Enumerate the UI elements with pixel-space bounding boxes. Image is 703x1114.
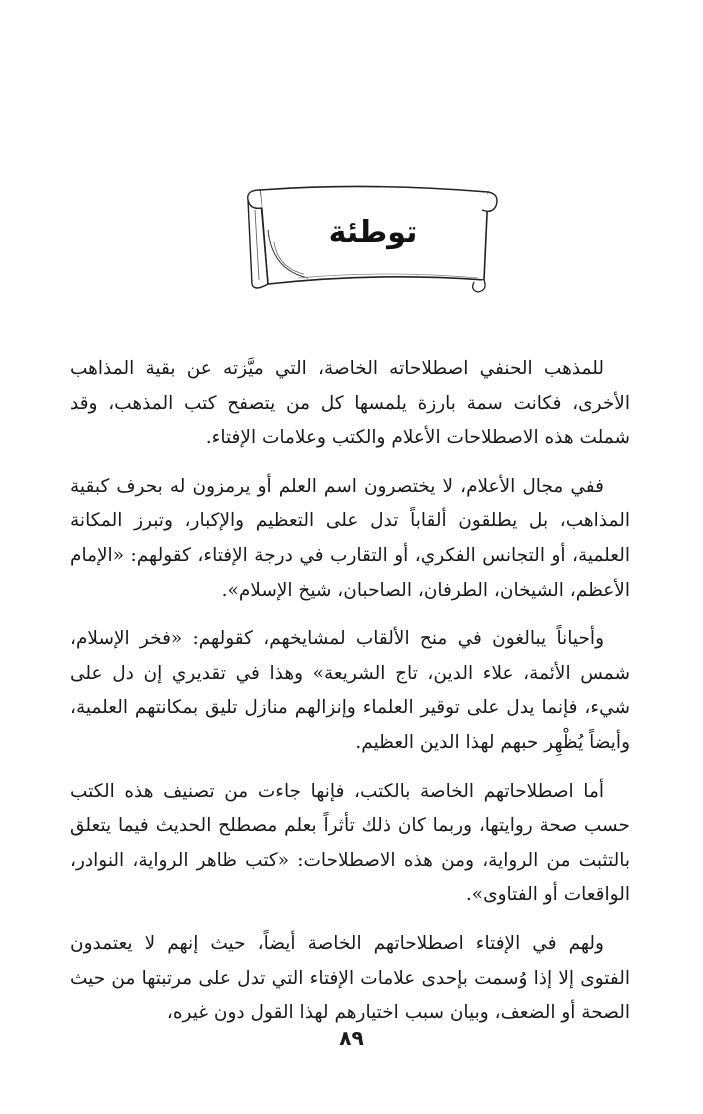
- page-number: ٨٩: [339, 1026, 364, 1050]
- heading-banner: [238, 180, 500, 296]
- body-text: [70, 352, 630, 1045]
- paragraph-3: وأحياناً يبالغون في منح الألقاب لمشايخهم، كقولهم: «فخر الإسلام، شمس الأئمة، علاء الدين، تاج الشريعة» وهذا في تقديري إن دل على شيء، فإنما يدل على توقير العلماء وإنزالهم منازل تليق بمكانتهم العلمية، وأيضاً يُظْهِر حبهم لهذا الدين العظيم.: [70, 628, 630, 753]
- paragraph-5: ولهم في الإفتاء اصطلاحاتهم الخاصة أيضاً، حيث إنهم لا يعتمدون الفتوى إلا إذا وُسمت بإحدى علامات الإفتاء التي تدل على مرتبتها من حيث الصحة أو الضعف، وبيان سبب اختيارهم لهذا القول دون غيره،: [70, 932, 630, 1024]
- page-title: توطئة: [328, 215, 418, 250]
- paragraph-2: ففي مجال الأعلام، لا يختصرون اسم العلم أو يرمزون له بحرف كبقية المذاهب، بل يطلقون ألقاباً تدل على التعظيم والإكبار، وتبرز المكانة العلمية، أو التجانس الفكري، أو التقارب في درجة الإفتاء، كقولهم: «الإمام الأعظم، الشيخان، الطرفان، الصاحبان، شيخ الإسلام».: [70, 475, 630, 601]
- paragraph-4: أما اصطلاحاتهم الخاصة بالكتب، فإنها جاءت من تصنيف هذه الكتب حسب صحة روايتها، وربما كان ذلك تأثراً بعلم مصطلح الحديث فيما يتعلق بالتثبت من الرواية، ومن هذه الاصطلاحات: «كتب ظاهر الرواية، النوادر، الواقعات أو الفتاوى».: [70, 780, 630, 906]
- paragraph-1: للمذهب الحنفي اصطلاحاته الخاصة، التي ميَّزته عن بقية المذاهب الأخرى، فكانت سمة بارزة يلمسها كل من يتصفح كتب المذهب، وقد شملت هذه الاصطلاحات الأعلام والكتب وعلامات الإفتاء.: [70, 358, 630, 449]
